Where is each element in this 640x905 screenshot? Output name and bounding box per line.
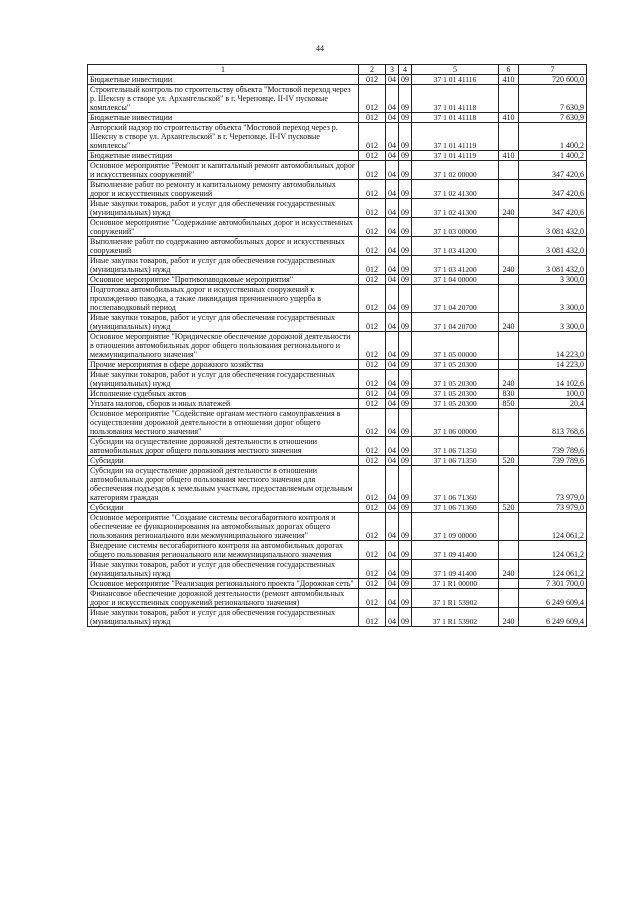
row-target-cell: 37 1 05 20300: [412, 399, 499, 409]
row-section-cell: 04: [386, 541, 399, 560]
col-header-subsection: 4: [399, 65, 412, 75]
row-section-cell: 04: [386, 199, 399, 218]
row-amount-cell: 14 223,0: [519, 360, 587, 370]
row-section-cell: 04: [386, 399, 399, 409]
table-row: [88, 541, 587, 560]
row-expense-type-cell: [499, 161, 519, 180]
row-section-cell: 04: [386, 161, 399, 180]
row-target-cell: 37 1 06 71350: [412, 437, 499, 456]
row-subsection-cell: 09: [399, 399, 412, 409]
row-target-cell: 37 1 01 41119: [412, 123, 499, 151]
row-section-cell: 04: [386, 589, 399, 608]
table-row: [88, 85, 587, 113]
row-expense-type-cell: [499, 332, 519, 360]
row-amount-cell: 3 300,0: [519, 313, 587, 332]
row-subsection-cell: 09: [399, 123, 412, 151]
row-target-cell: 37 1 03 41200: [412, 237, 499, 256]
row-admin-cell: 012: [359, 437, 386, 456]
row-amount-cell: 3 300,0: [519, 275, 587, 285]
row-name-cell: Иные закупки товаров, работ и услуг для обеспечения государственных (муниципальных) нужд: [88, 560, 359, 579]
row-name-cell: Прочие мероприятия в сфере дорожного хозяйства: [88, 360, 359, 370]
page-number: 44: [316, 44, 324, 53]
row-expense-type-cell: [499, 180, 519, 199]
row-section-cell: 04: [386, 560, 399, 579]
row-admin-cell: 012: [359, 123, 386, 151]
row-target-cell: 37 1 03 41200: [412, 256, 499, 275]
row-name-cell: Финансовое обеспечение дорожной деятельности (ремонт автомобильных дорог и искусственных сооружений регионального значения): [88, 589, 359, 608]
row-expense-type-cell: [499, 409, 519, 437]
row-target-cell: 37 1 04 00000: [412, 275, 499, 285]
row-section-cell: 04: [386, 503, 399, 513]
table-row: [88, 180, 587, 199]
row-subsection-cell: 09: [399, 285, 412, 313]
row-amount-cell: 73 979,0: [519, 466, 587, 503]
row-section-cell: 04: [386, 256, 399, 275]
row-amount-cell: 813 768,6: [519, 409, 587, 437]
row-section-cell: 04: [386, 151, 399, 161]
row-subsection-cell: 09: [399, 560, 412, 579]
row-admin-cell: 012: [359, 275, 386, 285]
table-body: [88, 75, 587, 627]
row-target-cell: 37 1 01 41118: [412, 113, 499, 123]
row-amount-cell: 347 420,6: [519, 161, 587, 180]
table-row: [88, 503, 587, 513]
row-target-cell: 37 1 01 41118: [412, 85, 499, 113]
row-name-cell: Уплата налогов, сборов и иных платежей: [88, 399, 359, 409]
row-section-cell: 04: [386, 75, 399, 85]
row-subsection-cell: 09: [399, 275, 412, 285]
row-name-cell: Иные закупки товаров, работ и услуг для обеспечения государственных (муниципальных) нужд: [88, 313, 359, 332]
table-row: [88, 560, 587, 579]
row-section-cell: 04: [386, 237, 399, 256]
row-target-cell: 37 1 06 00000: [412, 409, 499, 437]
row-amount-cell: 739 789,6: [519, 456, 587, 466]
row-expense-type-cell: 520: [499, 456, 519, 466]
row-admin-cell: 012: [359, 503, 386, 513]
row-expense-type-cell: 240: [499, 560, 519, 579]
row-subsection-cell: 09: [399, 579, 412, 589]
row-section-cell: 04: [386, 180, 399, 199]
table-row: [88, 275, 587, 285]
row-name-cell: Строительный контроль по строительству объекта "Мостовой переход через р. Шексну в створе ул. Архангельской" в г. Череповце. II-IV пусковые комплексы": [88, 85, 359, 113]
row-name-cell: Основное мероприятие "Реализация регионального проекта "Дорожная сеть": [88, 579, 359, 589]
row-admin-cell: 012: [359, 466, 386, 503]
table-row: [88, 513, 587, 541]
row-expense-type-cell: 410: [499, 75, 519, 85]
row-target-cell: 37 1 06 71350: [412, 456, 499, 466]
row-admin-cell: 012: [359, 541, 386, 560]
row-target-cell: 37 1 09 41400: [412, 560, 499, 579]
row-admin-cell: 012: [359, 161, 386, 180]
row-amount-cell: 124 061,2: [519, 541, 587, 560]
row-admin-cell: 012: [359, 608, 386, 627]
row-name-cell: Авторский надзор по строительству объекта "Мостовой переход через р. Шексну в створе ул. Архангельской" в г. Череповце. II-IV пусковые комплексы": [88, 123, 359, 151]
row-section-cell: 04: [386, 456, 399, 466]
row-name-cell: Основное мероприятие "Противопаводковые мероприятия": [88, 275, 359, 285]
col-header-section: 3: [386, 65, 399, 75]
row-admin-cell: 012: [359, 560, 386, 579]
row-expense-type-cell: [499, 123, 519, 151]
table-row: [88, 389, 587, 399]
row-section-cell: 04: [386, 608, 399, 627]
row-section-cell: 04: [386, 313, 399, 332]
row-name-cell: Основное мероприятие "Ремонт и капитальный ремонт автомобильных дорог и искусственных сооружений": [88, 161, 359, 180]
row-section-cell: 04: [386, 85, 399, 113]
table-row: [88, 409, 587, 437]
table-row: [88, 370, 587, 389]
table-row: [88, 313, 587, 332]
row-expense-type-cell: [499, 437, 519, 456]
row-subsection-cell: 09: [399, 199, 412, 218]
row-expense-type-cell: 240: [499, 608, 519, 627]
row-section-cell: 04: [386, 123, 399, 151]
row-expense-type-cell: [499, 275, 519, 285]
row-expense-type-cell: [499, 541, 519, 560]
row-admin-cell: 012: [359, 75, 386, 85]
row-subsection-cell: 09: [399, 85, 412, 113]
row-section-cell: 04: [386, 409, 399, 437]
row-admin-cell: 012: [359, 113, 386, 123]
row-amount-cell: 7 630,9: [519, 85, 587, 113]
row-amount-cell: 20,4: [519, 399, 587, 409]
row-name-cell: Подготовка автомобильных дорог и искусственных сооружений к прохождению паводка, а также ликвидация причиненного ущерба в послепаводковый период: [88, 285, 359, 313]
row-amount-cell: 3 081 432,0: [519, 237, 587, 256]
row-admin-cell: 012: [359, 313, 386, 332]
row-subsection-cell: 09: [399, 332, 412, 360]
row-admin-cell: 012: [359, 180, 386, 199]
row-subsection-cell: 09: [399, 180, 412, 199]
table-row: [88, 256, 587, 275]
row-admin-cell: 012: [359, 332, 386, 360]
row-admin-cell: 012: [359, 218, 386, 237]
row-expense-type-cell: 240: [499, 313, 519, 332]
row-section-cell: 04: [386, 513, 399, 541]
row-amount-cell: 6 249 609,4: [519, 608, 587, 627]
row-target-cell: 37 1 05 20300: [412, 389, 499, 399]
table-row: [88, 218, 587, 237]
row-expense-type-cell: 520: [499, 503, 519, 513]
col-header-name: 1: [88, 65, 359, 75]
row-name-cell: Выполнение работ по содержанию автомобильных дорог и искусственных сооружений: [88, 237, 359, 256]
table-row: [88, 161, 587, 180]
row-name-cell: Бюджетные инвестиции: [88, 113, 359, 123]
row-amount-cell: 1 400,2: [519, 151, 587, 161]
row-amount-cell: 7 301 700,0: [519, 579, 587, 589]
row-amount-cell: 720 600,0: [519, 75, 587, 85]
row-subsection-cell: 09: [399, 313, 412, 332]
row-section-cell: 04: [386, 370, 399, 389]
row-amount-cell: 1 400,2: [519, 123, 587, 151]
table-row: [88, 437, 587, 456]
col-header-admin: 2: [359, 65, 386, 75]
row-section-cell: 04: [386, 437, 399, 456]
row-admin-cell: 012: [359, 513, 386, 541]
row-subsection-cell: 09: [399, 513, 412, 541]
row-expense-type-cell: 850: [499, 399, 519, 409]
row-subsection-cell: 09: [399, 437, 412, 456]
table-row: [88, 151, 587, 161]
table-row: [88, 123, 587, 151]
row-admin-cell: 012: [359, 256, 386, 275]
row-name-cell: Выполнение работ по ремонту и капитальному ремонту автомобильных дорог и искусственных сооружений: [88, 180, 359, 199]
row-subsection-cell: 09: [399, 75, 412, 85]
row-subsection-cell: 09: [399, 409, 412, 437]
row-admin-cell: 012: [359, 360, 386, 370]
row-subsection-cell: 09: [399, 113, 412, 123]
row-admin-cell: 012: [359, 456, 386, 466]
row-name-cell: Иные закупки товаров, работ и услуг для обеспечения государственных (муниципальных) нужд: [88, 370, 359, 389]
row-expense-type-cell: [499, 85, 519, 113]
row-amount-cell: 739 789,6: [519, 437, 587, 456]
col-header-target: 5: [412, 65, 499, 75]
row-section-cell: 04: [386, 332, 399, 360]
row-name-cell: Основное мероприятие "Юридическое обеспечение дорожной деятельности в отношении автомобильных дорог общего пользования регионального и межмуниципального значения": [88, 332, 359, 360]
row-target-cell: 37 1 02 41300: [412, 180, 499, 199]
row-target-cell: 37 1 09 41400: [412, 541, 499, 560]
row-admin-cell: 012: [359, 399, 386, 409]
row-target-cell: 37 1 01 41119: [412, 151, 499, 161]
row-name-cell: Субсидии на осуществление дорожной деятельности в отношении автомобильных дорог общего пользования местного значения для обеспечения подъездов к земельным участкам, предоставляемым отдельным категориям граждан: [88, 466, 359, 503]
row-admin-cell: 012: [359, 85, 386, 113]
row-expense-type-cell: [499, 589, 519, 608]
row-amount-cell: 73 979,0: [519, 503, 587, 513]
row-name-cell: Субсидии: [88, 456, 359, 466]
row-target-cell: 37 1 02 00000: [412, 161, 499, 180]
row-subsection-cell: 09: [399, 256, 412, 275]
table-row: [88, 399, 587, 409]
row-target-cell: 37 1 04 20700: [412, 313, 499, 332]
row-expense-type-cell: 240: [499, 256, 519, 275]
row-target-cell: 37 1 R1 00000: [412, 579, 499, 589]
table-row: [88, 466, 587, 503]
row-name-cell: Иные закупки товаров, работ и услуг для обеспечения государственных (муниципальных) нужд: [88, 608, 359, 627]
row-expense-type-cell: 410: [499, 113, 519, 123]
row-subsection-cell: 09: [399, 503, 412, 513]
row-expense-type-cell: 240: [499, 199, 519, 218]
row-section-cell: 04: [386, 275, 399, 285]
table-row: [88, 113, 587, 123]
table-row: [88, 285, 587, 313]
row-name-cell: Внедрение системы весогабаритного контроля на автомобильных дорогах общего пользования регионального или межмуниципального значения: [88, 541, 359, 560]
row-target-cell: 37 1 09 00000: [412, 513, 499, 541]
row-subsection-cell: 09: [399, 151, 412, 161]
row-section-cell: 04: [386, 285, 399, 313]
row-expense-type-cell: [499, 218, 519, 237]
row-amount-cell: 3 081 432,0: [519, 256, 587, 275]
row-expense-type-cell: [499, 579, 519, 589]
row-admin-cell: 012: [359, 389, 386, 399]
row-target-cell: 37 1 R1 53902: [412, 608, 499, 627]
row-target-cell: 37 1 06 71360: [412, 466, 499, 503]
row-section-cell: 04: [386, 113, 399, 123]
row-expense-type-cell: [499, 285, 519, 313]
row-subsection-cell: 09: [399, 237, 412, 256]
row-expense-type-cell: [499, 466, 519, 503]
row-name-cell: Иные закупки товаров, работ и услуг для обеспечения государственных (муниципальных) нужд: [88, 256, 359, 275]
row-amount-cell: 6 249 609,4: [519, 589, 587, 608]
row-admin-cell: 012: [359, 409, 386, 437]
row-expense-type-cell: 240: [499, 370, 519, 389]
row-target-cell: 37 1 06 71360: [412, 503, 499, 513]
table-row: [88, 608, 587, 627]
row-expense-type-cell: 830: [499, 389, 519, 399]
row-name-cell: Иные закупки товаров, работ и услуг для обеспечения государственных (муниципальных) нужд: [88, 199, 359, 218]
row-subsection-cell: 09: [399, 456, 412, 466]
table-row: [88, 75, 587, 85]
row-amount-cell: 3 081 432,0: [519, 218, 587, 237]
row-section-cell: 04: [386, 466, 399, 503]
table-header-row: [88, 65, 587, 75]
table-row: [88, 360, 587, 370]
table-row: [88, 332, 587, 360]
row-admin-cell: 012: [359, 285, 386, 313]
row-expense-type-cell: [499, 513, 519, 541]
row-name-cell: Основное мероприятие "Содержание автомобильных дорог и искусственных сооружений": [88, 218, 359, 237]
row-subsection-cell: 09: [399, 161, 412, 180]
row-admin-cell: 012: [359, 199, 386, 218]
row-subsection-cell: 09: [399, 541, 412, 560]
row-admin-cell: 012: [359, 237, 386, 256]
row-amount-cell: 347 420,6: [519, 180, 587, 199]
row-amount-cell: 124 061,2: [519, 560, 587, 579]
row-amount-cell: 3 300,0: [519, 285, 587, 313]
row-section-cell: 04: [386, 579, 399, 589]
row-subsection-cell: 09: [399, 466, 412, 503]
row-subsection-cell: 09: [399, 370, 412, 389]
row-admin-cell: 012: [359, 579, 386, 589]
row-section-cell: 04: [386, 389, 399, 399]
budget-table: [87, 64, 587, 627]
table-row: [88, 589, 587, 608]
row-section-cell: 04: [386, 360, 399, 370]
row-subsection-cell: 09: [399, 608, 412, 627]
table-row: [88, 579, 587, 589]
row-amount-cell: 100,0: [519, 389, 587, 399]
row-target-cell: 37 1 01 41116: [412, 75, 499, 85]
row-name-cell: Субсидии: [88, 503, 359, 513]
row-name-cell: Субсидии на осуществление дорожной деятельности в отношении автомобильных дорог общего пользования местного значения: [88, 437, 359, 456]
table-row: [88, 237, 587, 256]
row-target-cell: 37 1 05 20300: [412, 370, 499, 389]
row-amount-cell: 14 102,6: [519, 370, 587, 389]
table-row: [88, 456, 587, 466]
row-target-cell: 37 1 04 20700: [412, 285, 499, 313]
row-subsection-cell: 09: [399, 218, 412, 237]
row-name-cell: Основное мероприятие "Создание системы весогабаритного контроля и обеспечение ее функционирования на автомобильных дорогах общего пользования регионального или межмуниципального значения": [88, 513, 359, 541]
row-target-cell: 37 1 05 00000: [412, 332, 499, 360]
row-amount-cell: 7 630,9: [519, 113, 587, 123]
row-admin-cell: 012: [359, 370, 386, 389]
row-target-cell: 37 1 R1 53902: [412, 589, 499, 608]
row-name-cell: Бюджетные инвестиции: [88, 75, 359, 85]
row-amount-cell: 14 223,0: [519, 332, 587, 360]
row-expense-type-cell: 410: [499, 151, 519, 161]
row-target-cell: 37 1 03 00000: [412, 218, 499, 237]
row-expense-type-cell: [499, 237, 519, 256]
row-target-cell: 37 1 05 20300: [412, 360, 499, 370]
row-name-cell: Бюджетные инвестиции: [88, 151, 359, 161]
row-name-cell: Исполнение судебных актов: [88, 389, 359, 399]
row-amount-cell: 124 061,2: [519, 513, 587, 541]
row-admin-cell: 012: [359, 589, 386, 608]
row-expense-type-cell: [499, 360, 519, 370]
row-name-cell: Основное мероприятие "Содействие органам местного самоуправления в осуществлении дорожной деятельности в отношении дорог общего пользования местного значения": [88, 409, 359, 437]
row-subsection-cell: 09: [399, 589, 412, 608]
col-header-expense-type: 6: [499, 65, 519, 75]
row-subsection-cell: 09: [399, 389, 412, 399]
row-admin-cell: 012: [359, 151, 386, 161]
table-row: [88, 199, 587, 218]
row-amount-cell: 347 420,6: [519, 199, 587, 218]
col-header-amount: 7: [519, 65, 587, 75]
row-section-cell: 04: [386, 218, 399, 237]
row-target-cell: 37 1 02 41300: [412, 199, 499, 218]
row-subsection-cell: 09: [399, 360, 412, 370]
